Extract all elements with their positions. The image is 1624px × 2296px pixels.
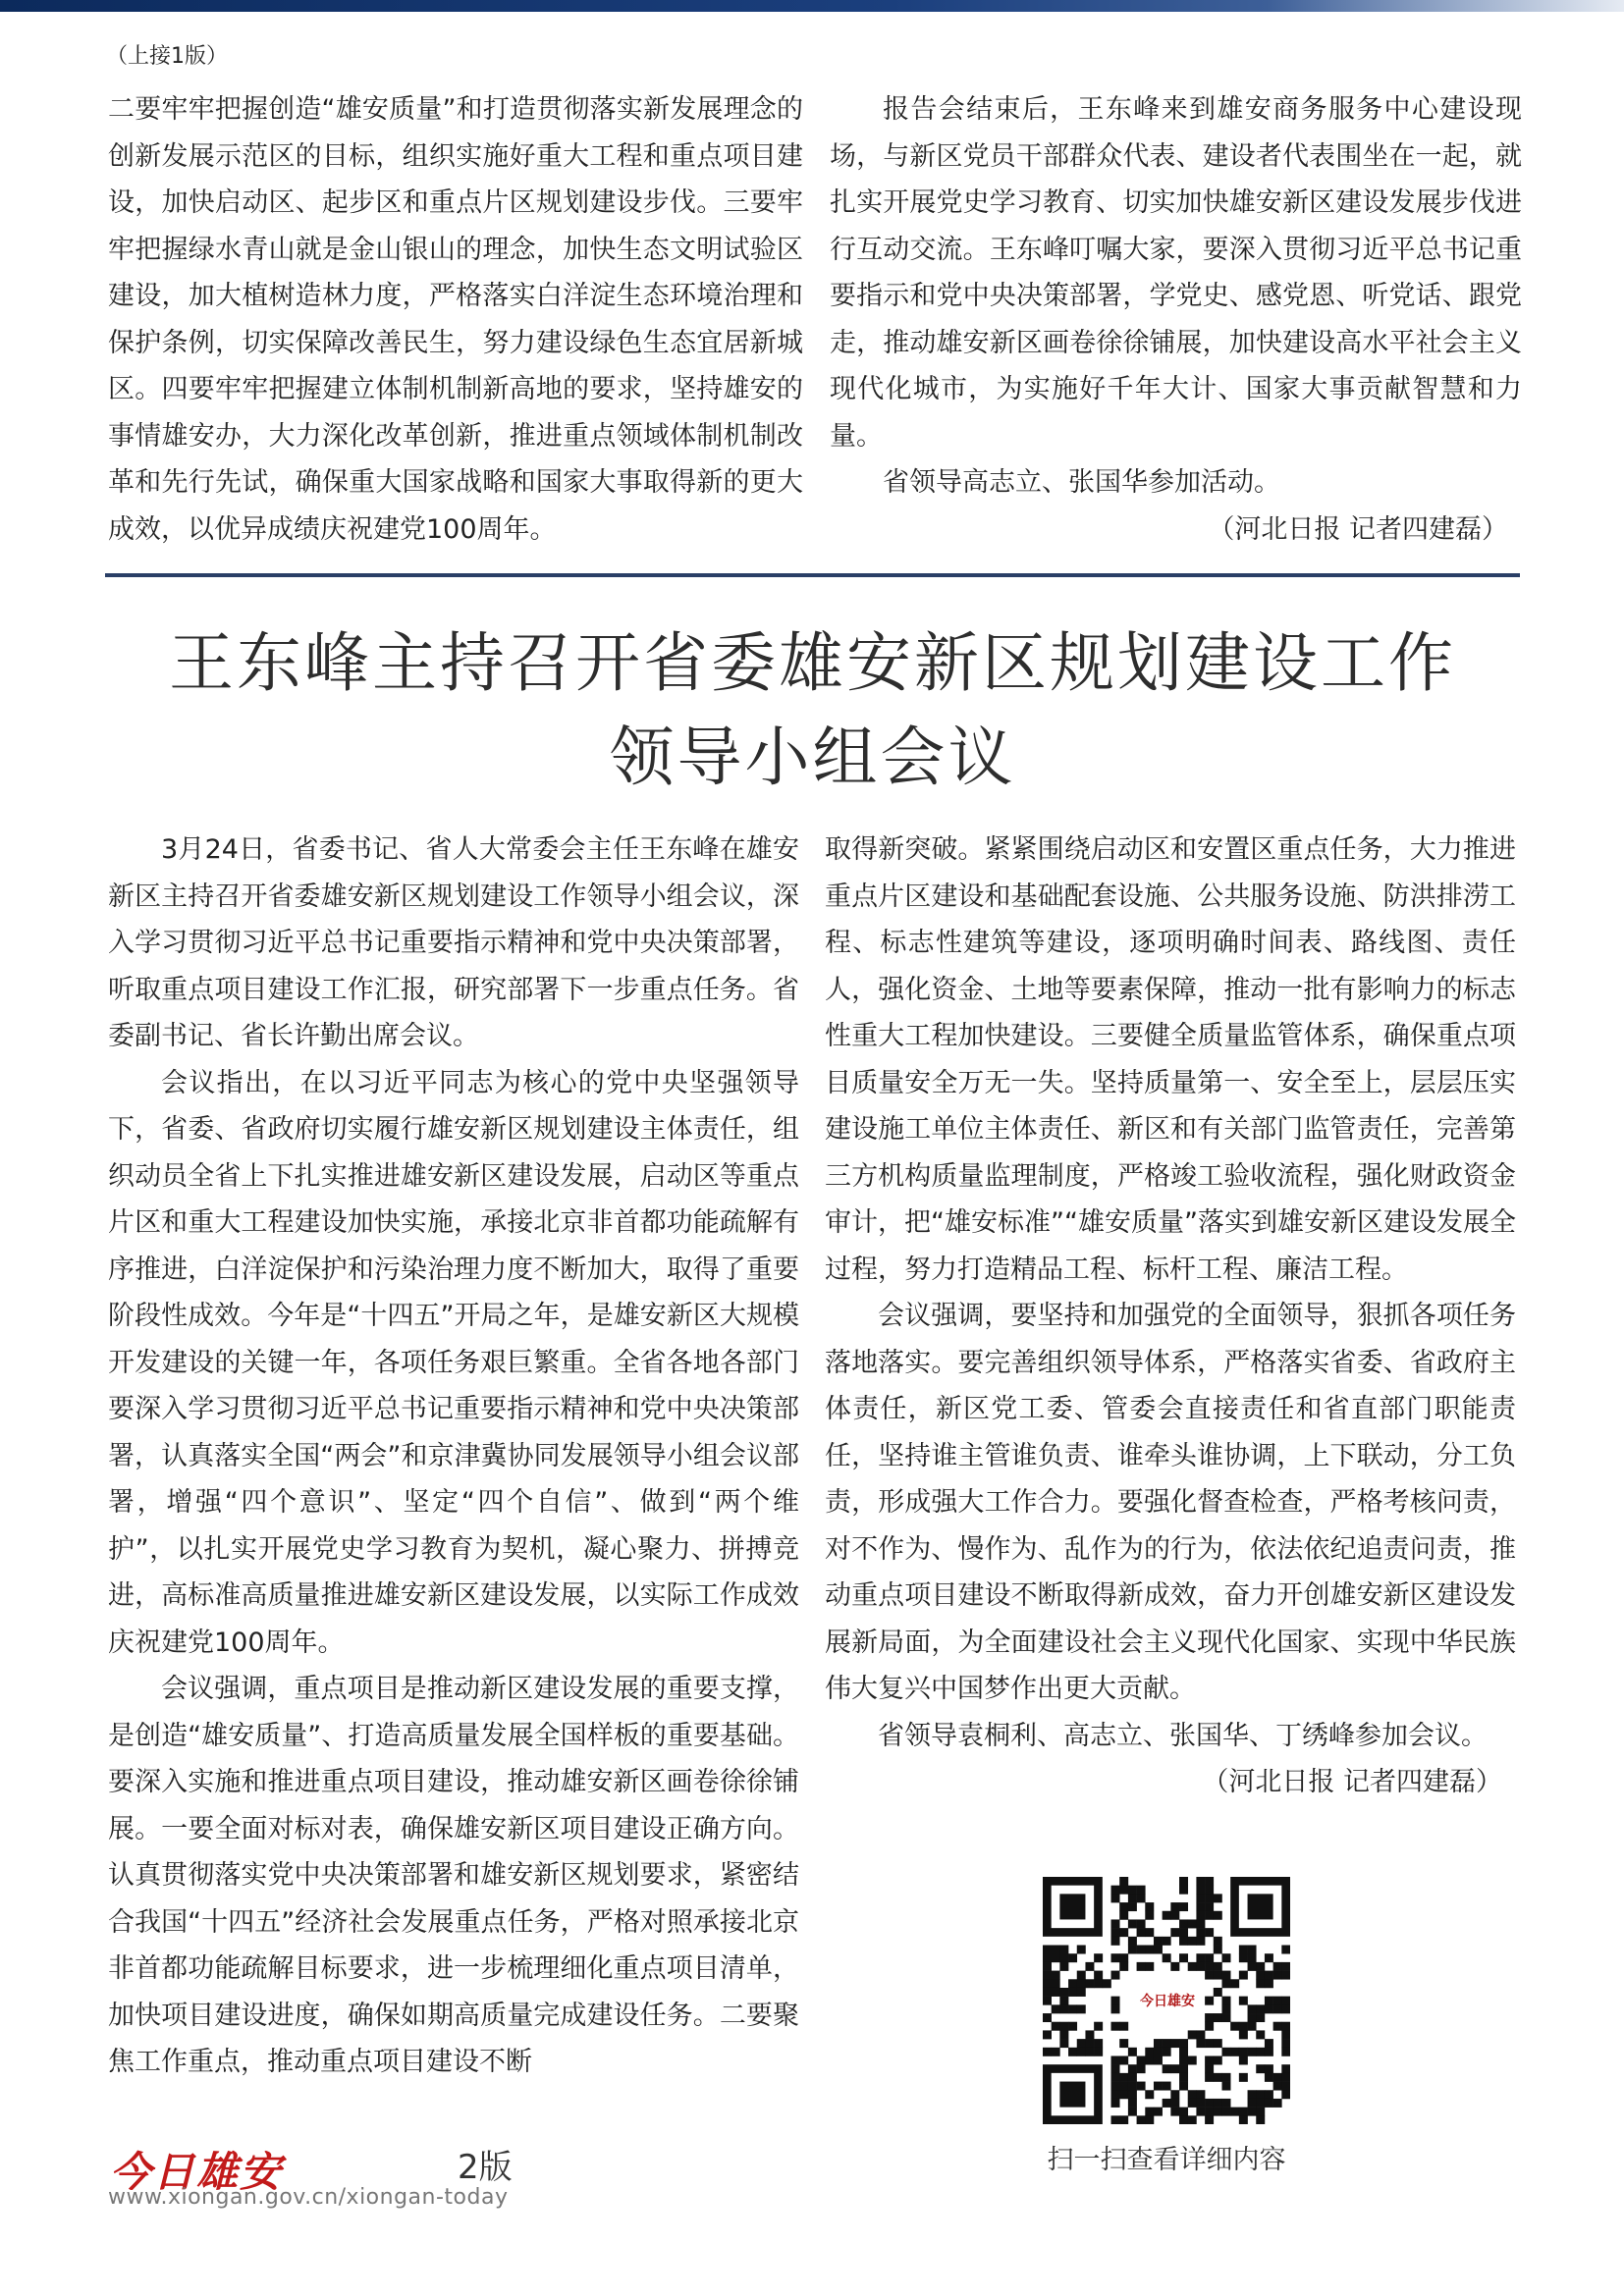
continuation-label: （上接1版）	[106, 44, 228, 69]
top-color-bar	[0, 0, 1624, 12]
paragraph: 会议强调，要坚持和加强党的全面领导，狠抓各项任务落地落实。要完善组织领导体系，严格落实省委、省政府主体责任，新区党工委、管委会直接责任和省直部门职能责任，坚持谁主管谁负责、谁牵头谁协调，上下联动，分工负责，形成强大工作合力。要强化督查检查，严格考核问责，对不作为、慢作为、乱作为的行为，依法依纪追责问责，推动重点项目建设不断取得新成效，奋力开创雄安新区建设发展新局面，为全面建设社会主义现代化国家、实现中华民族伟大复兴中国梦作出更大贡献。	[825, 1301, 1516, 1704]
qr-finder-pattern	[1059, 2082, 1085, 2108]
qr-center-logo: 今日雄安	[1132, 1971, 1203, 2030]
article-left-column	[108, 827, 799, 2086]
article-headline	[105, 616, 1520, 805]
paragraph: 省领导高志立、张国华参加活动。	[883, 467, 1280, 498]
paragraph: 二要牢牢把握创造“雄安质量”和打造贯彻落实新发展理念的创新发展示范区的目标，组织实施好重大工程和重点项目建设，加快启动区、起步区和重点片区规划建设步伐。三要牢牢把握绿水青山就是金山银山的理念，加快生态文明试验区建设，加大植树造林力度，严格落实白洋淀生态环境治理和保护条例，切实保障改善民生，努力建设绿色生态宜居新城区。四要牢牢把握建立体制机制新高地的要求，坚持雄安的事情雄安办，大力深化改革创新，推进重点领域体制机制改革和先行先试，确保重大国家战略和国家大事取得新的更大成效，以优异成绩庆祝建党100周年。	[108, 94, 803, 545]
article-right-column	[825, 827, 1516, 1806]
qr-code[interactable]	[1043, 1877, 1290, 2124]
byline: （河北日报 记者四建磊）	[1202, 1767, 1502, 1797]
paragraph: 取得新突破。紧紧围绕启动区和安置区重点任务，大力推进重点片区建设和基础配套设施、公共服务设施、防洪排涝工程、标志性建筑等建设，逐项明确时间表、路线图、责任人，强化资金、土地等要素保障，推动一批有影响力的标志性重大工程加快建设。三要健全质量监管体系，确保重点项目质量安全万无一失。坚持质量第一、安全至上，层层压实建设施工单位主体责任、新区和有关部门监管责任，完善第三方机构质量监理制度，严格竣工验收流程，强化财政资金审计，把“雄安标准”“雄安质量”落实到雄安新区建设发展全过程，努力打造精品工程、标杆工程、廉洁工程。	[825, 834, 1516, 1285]
footer-url[interactable]: www.xiongan.gov.cn/xiongan-today	[108, 2185, 509, 2210]
paragraph: 3月24日，省委书记、省人大常委会主任王东峰在雄安新区主持召开省委雄安新区规划建设工作领导小组会议，深入学习贯彻习近平总书记重要指示精神和党中央决策部署，听取重点项目建设工作汇报，研究部署下一步重点任务。省委副书记、省长许勤出席会议。	[108, 834, 799, 1051]
section-divider	[105, 573, 1520, 577]
masthead-logo: 今日雄安	[110, 2148, 284, 2196]
headline-line-2: 领导小组会议	[609, 720, 1016, 795]
qr-caption: 扫一扫查看详细内容	[1047, 2145, 1286, 2175]
byline: （河北日报 记者四建磊）	[1208, 513, 1508, 545]
top-left-column	[108, 86, 803, 553]
headline-line-1: 王东峰主持召开省委雄安新区规划建设工作	[169, 625, 1456, 701]
paragraph: 会议指出，在以习近平同志为核心的党中央坚强领导下，省委、省政府切实履行雄安新区规划建设主体责任，组织动员全省上下扎实推进雄安新区建设发展，启动区等重点片区和重大工程建设加快实施，承接北京非首都功能疏解有序推进，白洋淀保护和污染治理力度不断加大，取得了重要阶段性成效。今年是“十四五”开局之年，是雄安新区大规模开发建设的关键一年，各项任务艰巨繁重。全省各地各部门要深入学习贯彻习近平总书记重要指示精神和党中央决策部署，认真落实全国“两会”和京津冀协同发展领导小组会议部署，增强“四个意识”、坚定“四个自信”、做到“两个维护”，以扎实开展党史学习教育为契机，凝心聚力、拼搏竞进，高标准高质量推进雄安新区建设发展，以实际工作成效庆祝建党100周年。	[108, 1067, 799, 1658]
paragraph: 会议强调，重点项目是推动新区建设发展的重要支撑，是创造“雄安质量”、打造高质量发展全国样板的重要基础。要深入实施和推进重点项目建设，推动雄安新区画卷徐徐铺展。一要全面对标对表，确保雄安新区项目建设正确方向。认真贯彻落实党中央决策部署和雄安新区规划要求，紧密结合我国“十四五”经济社会发展重点任务，严格对照承接北京非首都功能疏解目标要求，进一步梳理细化重点项目清单，加快项目建设进度，确保如期高质量完成建设任务。二要聚焦工作重点，推动重点项目建设不断	[108, 1674, 799, 2077]
qr-finder-pattern	[1059, 1894, 1085, 1919]
paragraph: 报告会结束后，王东峰来到雄安商务服务中心建设现场，与新区党员干部群众代表、建设者代表围坐在一起，就扎实开展党史学习教育、切实加快雄安新区建设发展步伐进行互动交流。王东峰叮嘱大家，要深入贯彻习近平总书记重要指示和党中央决策部署，学党史、感党恩、听党话、跟党走，推动雄安新区画卷徐徐铺展，加快建设高水平社会主义现代化城市，为实施好千年大计、国家大事贡献智慧和力量。	[830, 94, 1522, 452]
qr-finder-pattern	[1248, 1894, 1273, 1919]
paragraph: 省领导袁桐利、高志立、张国华、丁绣峰参加会议。	[878, 1720, 1488, 1751]
page-number: 2版	[458, 2148, 513, 2187]
top-right-column	[830, 86, 1522, 553]
